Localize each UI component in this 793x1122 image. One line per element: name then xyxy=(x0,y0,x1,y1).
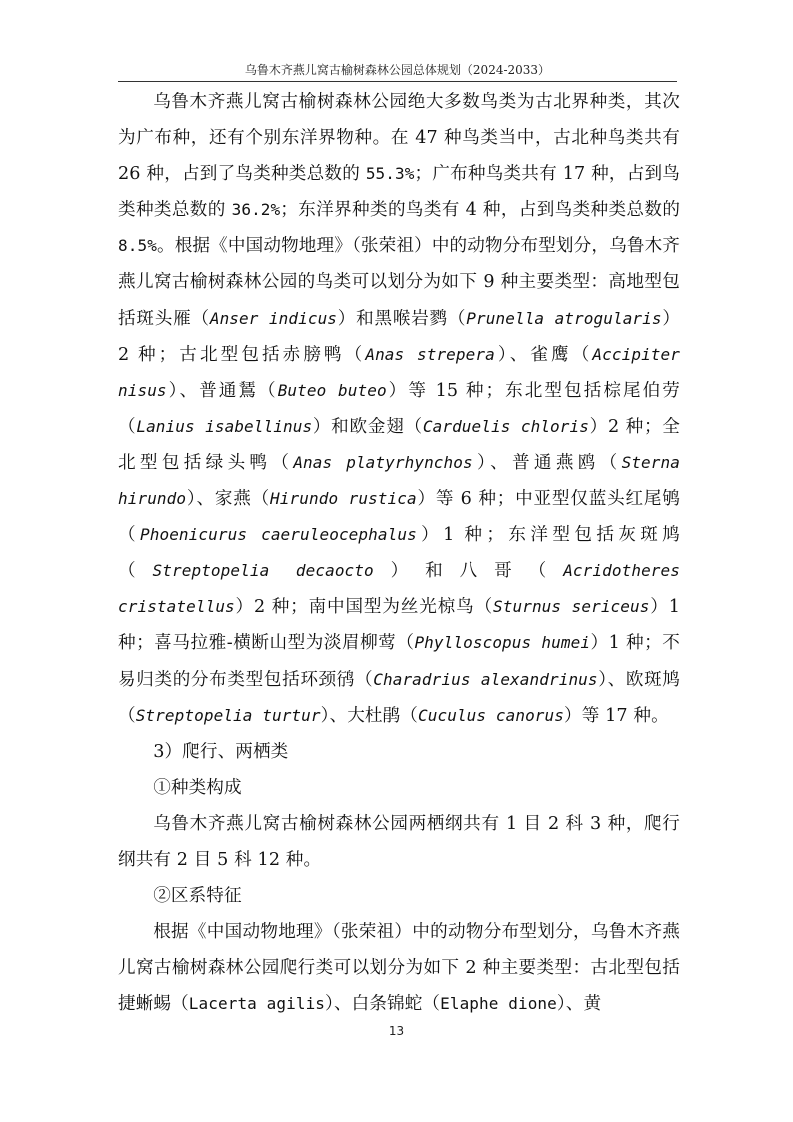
paragraph-reptile-distribution: 根据《中国动物地理》（张荣祖）中的动物分布型划分，乌鲁木齐燕儿窝古榆树森林公园爬行类可以划分为如下 2 种主要类型：古北型包括捷蜥蜴（Lacerta agilis）、白条锦蛇（Elaphe dione）、黄 xyxy=(118,922,680,1015)
scientific-name: Carduelis chloris xyxy=(422,416,589,436)
scientific-name: Lanius isabellinus xyxy=(136,416,313,436)
running-header: 乌鲁木齐燕儿窝古榆树森林公园总体规划（2024-2033） xyxy=(244,63,551,77)
scientific-name: Phoenicurus caeruleocephalus xyxy=(140,525,417,545)
scientific-name: Prunella atrogularis xyxy=(466,308,662,328)
scientific-name: Phylloscopus humei xyxy=(414,633,591,653)
page-number: 13 xyxy=(388,1024,405,1038)
subheading-species-composition: ①种类构成 xyxy=(153,777,242,798)
scientific-name: Streptopelia turtur xyxy=(135,705,321,725)
header-rule xyxy=(118,81,677,82)
scientific-name: Accipiter nisus xyxy=(118,344,681,400)
scientific-name: Anas strepera xyxy=(365,344,495,364)
scientific-name: Buteo buteo xyxy=(277,380,387,400)
scientific-name: Hirundo rustica xyxy=(270,489,417,509)
paragraph-species-composition: 乌鲁木齐燕儿窝古榆树森林公园两栖纲共有 1 目 2 科 3 种，爬行纲共有 2 目 5 科 12 种。 xyxy=(118,813,680,870)
scientific-name: Anser indicus xyxy=(209,308,338,328)
scientific-name: Sturnus sericeus xyxy=(493,597,650,617)
scientific-name: Anas platyrhynchos xyxy=(293,452,473,472)
scientific-name: Cuculus canorus xyxy=(418,705,565,725)
scientific-name: Charadrius alexandrinus xyxy=(373,669,598,689)
section-heading-reptiles-amphibians: 3）爬行、两栖类 xyxy=(153,741,289,762)
main-body xyxy=(118,84,680,1022)
scientific-name: Acridotheres cristatellus xyxy=(118,561,680,617)
scientific-name: Streptopelia decaocto xyxy=(152,561,374,581)
scientific-name: Sterna hirundo xyxy=(118,452,680,509)
subheading-fauna-features: ②区系特征 xyxy=(153,886,242,907)
scientific-name: Lacerta agilis xyxy=(188,994,326,1014)
paragraph-bird-fauna: 乌鲁木齐燕儿窝古榆树森林公园绝大多数鸟类为古北界种类，其次为广布种，还有个别东洋界物种。在 47 种鸟类当中，古北种鸟类共有 26 种，占到了鸟类种类总数的 55.3%；广布种鸟类共有 17 种，占到鸟类种类总数的 36.2%；东洋界种类的鸟类有 4 种，占到鸟类种类总数的 8.5%。根据《中国动物地理》（张荣祖）中的动物分布型划分，乌鲁木齐燕儿窝古榆树森林公园的鸟类可以划分为如下 9 种主要类型：高地型包括斑头雁（Anser indicus）和黑喉岩鹨（Prunella atrogularis）2 种；古北型包括赤膀鸭（Anas strepera）、雀鹰（Accipiter nisus）、普通鵟（Buteo buteo）等 15 种；东北型包括棕尾伯劳（Lanius isabellinus）和欧金翅（Carduelis chloris）2 种；全北型包括绿头鸭（Anas platyrhynchos）、普通燕鸥（Sterna hirundo）、家燕（Hirundo rustica）等 6 种；中亚型仅蓝头红尾鸲（Phoenicurus caeruleocephalus）1 种；东洋型包括灰斑鸠（Streptopelia decaocto）和八哥（Acridotheres cristatellus）2 种；南中国型为丝光椋鸟（Sturnus sericeus）1 种；喜马拉雅-横断山型为淡眉柳莺（Phylloscopus humei）1 种；不易归类的分布类型包括环颈鸻（Charadrius alexandrinus）、欧斑鸠（Streptopelia turtur）、大杜鹃（Cuculus canorus）等 17 种。 xyxy=(118,92,681,726)
scientific-name: Elaphe dione xyxy=(440,994,557,1014)
